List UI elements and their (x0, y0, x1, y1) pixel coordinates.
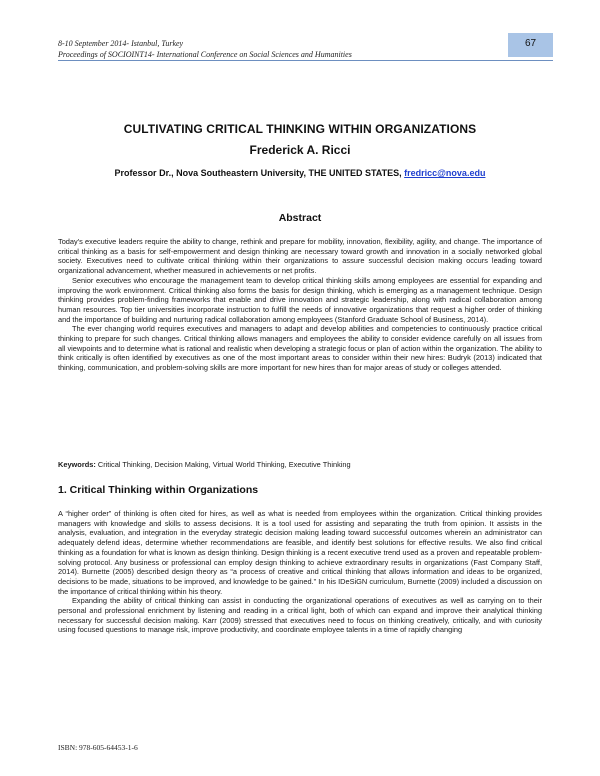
author-email-link[interactable]: fredricc@nova.edu (404, 168, 486, 178)
author-name: Frederick A. Ricci (249, 143, 351, 157)
running-header (58, 38, 508, 60)
abstract-paragraph-2: Senior executives who encourage the management team to develop critical thinking skills among employees are essential for expanding and improving the work environment. Critical thinking also forms the basis for design thinking, which is emerging as a management technique. Design thinking provides problem-finding frameworks that enable and drive innovation and strategic leadership, along with radical collaboration among human resources. Top tier universities incorporate instruction to fulfill the needs of innovative organizations that request a higher order of thinking and the importance of building and nurturing radical collaboration among employees (Stanford Graduate School of Business, 2014). (58, 275, 542, 324)
header-conference-date: 8-10 September 2014- Istanbul, Turkey (58, 39, 184, 48)
page-number: 67 (508, 33, 553, 57)
section-paragraph-2: Expanding the ability of critical thinking can assist in conducting the organizational operations of executives as well as carrying on to their personal and professional enrichment by listening and reading in a critical light, both of which can expand and improve their analytical thinking necessary for successful decision making. Karr (2009) stressed that executives need to focus on thinking creatively, critically, and with curiosity using focused questions to manage risk, improve productivity, and coordinate employee talents in a time of rapidly changing (58, 596, 542, 635)
section-body (58, 509, 542, 635)
abstract-paragraph-3: The ever changing world requires executives and managers to adapt and develop abilities and competencies to continuously practice critical thinking to prepare for such changes. Critical thinking allows managers and employees the ability to consider evidence carefully on all issues from all viewpoints and to determine what is rational and realistic when developing a strategic focus or plan of action within the organization. The ability to think critically is often identified by executives as one of the most important areas to consider within their new hires: Budryk (2013) indicated that thinking, communication, and problem-solving skills are more important for new hires than for major areas of study or colleges attended. (58, 324, 542, 373)
section-paragraph-1: A “higher order” of thinking is often cited for hires, as well as what is needed from employees within the organization. Critical thinking provides managers with knowledge and skills to assess decisions. It is a tool used for assisting and separating the truth from opinion. It assists in the analysis, evaluation, and integration in the everyday strategic decision making leading toward successful outcomes wherein an administrator can adequately defend ideas, determine whether recommendations are feasible, and identify best solutions for effective results. We also find critical thinking as a foundation for what is known as design thinking. Design thinking is a recent executive trend used as a proven and repeatable problem-solving protocol. Any business or professional can employ design thinking to achieve extraordinary results in organizations (Fast Company Staff, 2014). Burnette (2005) described design theory as “a process of creative and critical thinking that allows information and ideas to be organized, decisions to be made, situations to be improved, and knowledge to be gained.” In his IDeSiGN curriculum, Burnette (2009) included a discussion on the importance of critical thinking within his theory. (58, 509, 542, 596)
keywords-list: Critical Thinking, Decision Making, Virtual World Thinking, Executive Thinking (97, 460, 351, 469)
footer-isbn: ISBN: 978-605-64453-1-6 (58, 743, 138, 752)
author-affiliation (0, 168, 600, 178)
keywords-line (58, 460, 542, 470)
abstract-paragraph-1: Today's executive leaders require the ability to change, rethink and prepare for mobility, innovation, flexibility, agility, and change. The importance of critical thinking as a basis for self-empowerment and design thinking are necessary toward growth and innovation in a socially networked global society. Executives need to cultivate critical thinking within their organizations to assure successful decision making occurs leading toward organizational advancement, whether measured in achievements or net profits. (58, 237, 542, 276)
section-heading: 1. Critical Thinking within Organizations (58, 484, 259, 496)
abstract-heading: Abstract (278, 212, 322, 224)
header-proceedings: Proceedings of SOCIOINT14- International Conference on Social Sciences and Humanities (58, 50, 352, 59)
header-divider (58, 60, 553, 61)
paper-title: CULTIVATING CRITICAL THINKING WITHIN ORGANIZATIONS (123, 122, 477, 136)
affiliation-text: Professor Dr., Nova Southeastern University, THE UNITED STATES, (114, 168, 402, 178)
abstract-body (58, 237, 542, 373)
keywords-label: Keywords: (58, 460, 96, 469)
